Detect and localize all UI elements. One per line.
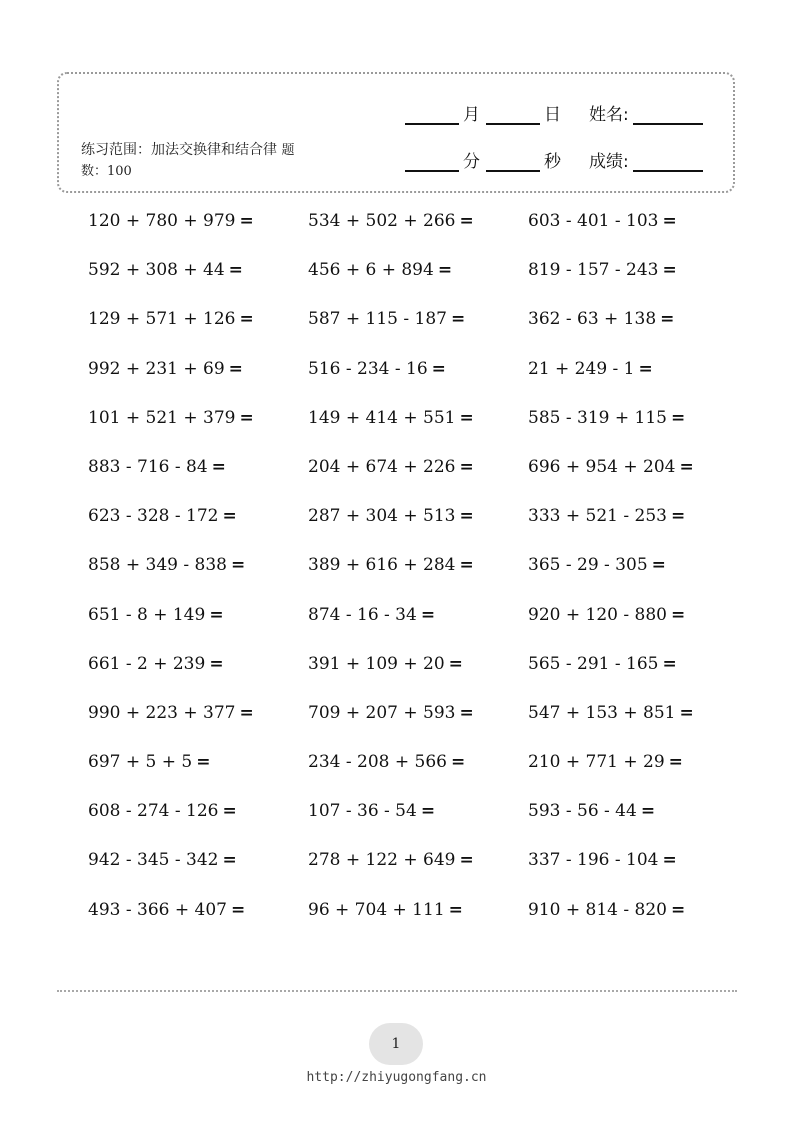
math-problem xyxy=(308,897,528,946)
equals-sign: = xyxy=(239,309,254,330)
problem-expression: 608 - 274 - 126 xyxy=(88,801,219,822)
page-number: 1 xyxy=(369,1023,423,1065)
site-url: http://zhiyugongfang.cn xyxy=(306,1070,487,1085)
problem-expression: 120 + 780 + 979 xyxy=(88,211,236,231)
name-label: 姓名: xyxy=(589,105,629,125)
problem-expression: 585 - 319 + 115 xyxy=(528,407,667,428)
problem-expression: 874 - 16 - 34 xyxy=(308,604,417,625)
problem-expression: 391 + 109 + 20 xyxy=(308,653,445,674)
problem-expression: 337 - 196 - 104 xyxy=(528,850,659,871)
problem-expression: 210 + 771 + 29 xyxy=(528,752,665,773)
equals-sign: = xyxy=(230,899,246,920)
math-problem xyxy=(88,356,308,405)
math-problem xyxy=(88,651,308,700)
name-blank[interactable] xyxy=(633,105,703,125)
equals-sign: = xyxy=(651,555,666,576)
equals-sign: = xyxy=(450,752,466,773)
equals-sign: = xyxy=(222,506,237,527)
equals-sign: = xyxy=(679,702,694,723)
math-problem xyxy=(308,798,528,847)
problem-expression: 592 + 308 + 44 xyxy=(88,260,225,281)
equals-sign: = xyxy=(239,407,254,428)
problem-expression: 456 + 6 + 894 xyxy=(308,260,434,281)
problem-expression: 819 - 157 - 243 xyxy=(528,260,659,281)
equals-sign: = xyxy=(459,850,474,871)
minute-blank[interactable] xyxy=(405,152,459,172)
math-problem xyxy=(308,847,528,896)
problem-row xyxy=(88,208,748,257)
worksheet-header xyxy=(57,72,735,193)
math-problem xyxy=(88,847,308,896)
problem-expression: 661 - 2 + 239 xyxy=(88,653,206,674)
equals-sign: = xyxy=(668,752,683,773)
problem-expression: 389 + 616 + 284 xyxy=(308,555,456,576)
equals-sign: = xyxy=(209,604,224,625)
equals-sign: = xyxy=(670,407,686,428)
equals-sign: = xyxy=(670,506,686,527)
problem-expression: 587 + 115 - 187 xyxy=(308,309,447,330)
second-blank[interactable] xyxy=(486,152,540,172)
month-label: 月 xyxy=(463,105,480,125)
math-problem xyxy=(88,798,308,847)
problem-expression: 107 - 36 - 54 xyxy=(308,801,417,822)
minute-label: 分 xyxy=(463,152,480,172)
math-problem xyxy=(308,700,528,749)
problem-expression: 149 + 414 + 551 xyxy=(308,407,456,428)
day-label: 日 xyxy=(544,105,561,125)
problem-row xyxy=(88,552,748,601)
math-problem xyxy=(528,306,748,355)
equals-sign: = xyxy=(209,653,224,674)
math-problem xyxy=(308,503,528,552)
equals-sign: = xyxy=(638,358,653,379)
equals-sign: = xyxy=(640,801,656,822)
second-label: 秒 xyxy=(544,152,561,172)
math-problem xyxy=(308,651,528,700)
equals-sign: = xyxy=(459,702,474,723)
equals-sign: = xyxy=(222,801,237,822)
problem-expression: 333 + 521 - 253 xyxy=(528,506,667,527)
equals-sign: = xyxy=(459,211,474,231)
math-problem xyxy=(308,405,528,454)
problem-expression: 858 + 349 - 838 xyxy=(88,555,227,576)
math-problem xyxy=(88,454,308,503)
month-blank[interactable] xyxy=(405,105,459,125)
problem-expression: 593 - 56 - 44 xyxy=(528,801,637,822)
math-problem xyxy=(88,257,308,306)
math-problem xyxy=(88,602,308,651)
equals-sign: = xyxy=(679,456,694,477)
problem-expression: 920 + 120 - 880 xyxy=(528,604,667,625)
equals-sign: = xyxy=(228,260,243,281)
equals-sign: = xyxy=(228,358,243,379)
problem-expression: 129 + 571 + 126 xyxy=(88,309,236,330)
equals-sign: = xyxy=(459,555,474,576)
math-problem xyxy=(528,651,748,700)
equals-sign: = xyxy=(662,653,677,674)
math-problem xyxy=(528,356,748,405)
problem-row xyxy=(88,257,748,306)
problem-expression: 565 - 291 - 165 xyxy=(528,653,659,674)
problem-expression: 990 + 223 + 377 xyxy=(88,702,236,723)
equals-sign: = xyxy=(448,653,463,674)
math-problem xyxy=(528,257,748,306)
equals-sign: = xyxy=(459,506,474,527)
practice-scope xyxy=(81,140,301,182)
problem-expression: 697 + 5 + 5 xyxy=(88,752,193,773)
math-problem xyxy=(528,798,748,847)
math-problem xyxy=(528,700,748,749)
problem-expression: 547 + 153 + 851 xyxy=(528,702,676,723)
problem-row xyxy=(88,847,748,896)
math-problem xyxy=(308,208,528,257)
math-problem xyxy=(308,552,528,601)
equals-sign: = xyxy=(420,604,436,625)
date-name-row xyxy=(405,100,703,125)
problem-expression: 21 + 249 - 1 xyxy=(528,358,635,379)
math-problem xyxy=(528,552,748,601)
scope-label: 练习范围：加法交换律和结合律 xyxy=(81,142,277,158)
equals-sign: = xyxy=(230,555,246,576)
problem-expression: 365 - 29 - 305 xyxy=(528,555,648,576)
equals-sign: = xyxy=(450,309,466,330)
equals-sign: = xyxy=(459,456,474,477)
day-blank[interactable] xyxy=(486,105,540,125)
equals-sign: = xyxy=(459,407,474,428)
problem-row xyxy=(88,405,748,454)
problem-row xyxy=(88,306,748,355)
equals-sign: = xyxy=(431,358,446,379)
problem-expression: 942 - 345 - 342 xyxy=(88,850,219,871)
footer-divider xyxy=(57,990,737,992)
problem-expression: 96 + 704 + 111 xyxy=(308,899,445,920)
problem-row xyxy=(88,700,748,749)
problem-row xyxy=(88,602,748,651)
problem-expression: 278 + 122 + 649 xyxy=(308,850,456,871)
equals-sign: = xyxy=(420,801,436,822)
math-problem xyxy=(308,749,528,798)
problem-expression: 534 + 502 + 266 xyxy=(308,211,456,231)
math-problem xyxy=(88,552,308,601)
math-problem xyxy=(528,602,748,651)
math-problem xyxy=(528,405,748,454)
score-label: 成绩: xyxy=(589,152,629,172)
problem-expression: 101 + 521 + 379 xyxy=(88,407,236,428)
equals-sign: = xyxy=(239,211,254,231)
time-score-row xyxy=(405,147,703,172)
problem-row xyxy=(88,503,748,552)
equals-sign: = xyxy=(670,899,686,920)
problem-row xyxy=(88,356,748,405)
problem-expression: 696 + 954 + 204 xyxy=(528,456,676,477)
equals-sign: = xyxy=(662,260,677,281)
math-problem xyxy=(88,405,308,454)
problem-expression: 603 - 401 - 103 xyxy=(528,211,659,231)
math-problem xyxy=(308,602,528,651)
problem-expression: 709 + 207 + 593 xyxy=(308,702,456,723)
equals-sign: = xyxy=(239,702,254,723)
math-problem xyxy=(88,503,308,552)
equals-sign: = xyxy=(670,604,686,625)
problem-grid xyxy=(88,208,748,946)
math-problem xyxy=(528,749,748,798)
math-problem xyxy=(88,208,308,257)
problem-expression: 362 - 63 + 138 xyxy=(528,309,657,330)
problem-expression: 651 - 8 + 149 xyxy=(88,604,206,625)
math-problem xyxy=(528,897,748,946)
problem-row xyxy=(88,651,748,700)
math-problem xyxy=(308,257,528,306)
equals-sign: = xyxy=(222,850,237,871)
problem-row xyxy=(88,454,748,503)
score-blank[interactable] xyxy=(633,152,703,172)
equals-sign: = xyxy=(196,752,211,773)
problem-expression: 234 - 208 + 566 xyxy=(308,752,447,773)
problem-row xyxy=(88,897,748,946)
equals-sign: = xyxy=(662,850,677,871)
math-problem xyxy=(308,454,528,503)
problem-expression: 516 - 234 - 16 xyxy=(308,358,428,379)
problem-row xyxy=(88,798,748,847)
math-problem xyxy=(528,454,748,503)
problem-expression: 883 - 716 - 84 xyxy=(88,456,208,477)
problem-expression: 204 + 674 + 226 xyxy=(308,456,456,477)
problem-expression: 910 + 814 - 820 xyxy=(528,899,667,920)
problem-expression: 287 + 304 + 513 xyxy=(308,506,456,527)
problem-expression: 623 - 328 - 172 xyxy=(88,506,219,527)
math-problem xyxy=(528,503,748,552)
question-count: 题数：100 xyxy=(81,143,295,179)
math-problem xyxy=(308,356,528,405)
problem-expression: 493 - 366 + 407 xyxy=(88,899,227,920)
equals-sign: = xyxy=(448,899,463,920)
equals-sign: = xyxy=(660,309,675,330)
equals-sign: = xyxy=(437,260,453,281)
math-problem xyxy=(528,847,748,896)
problem-row xyxy=(88,749,748,798)
math-problem xyxy=(88,897,308,946)
math-problem xyxy=(88,700,308,749)
math-problem xyxy=(528,208,748,257)
problem-expression: 992 + 231 + 69 xyxy=(88,358,225,379)
math-problem xyxy=(308,306,528,355)
math-problem xyxy=(88,306,308,355)
equals-sign: = xyxy=(662,211,677,231)
equals-sign: = xyxy=(211,456,226,477)
math-problem xyxy=(88,749,308,798)
